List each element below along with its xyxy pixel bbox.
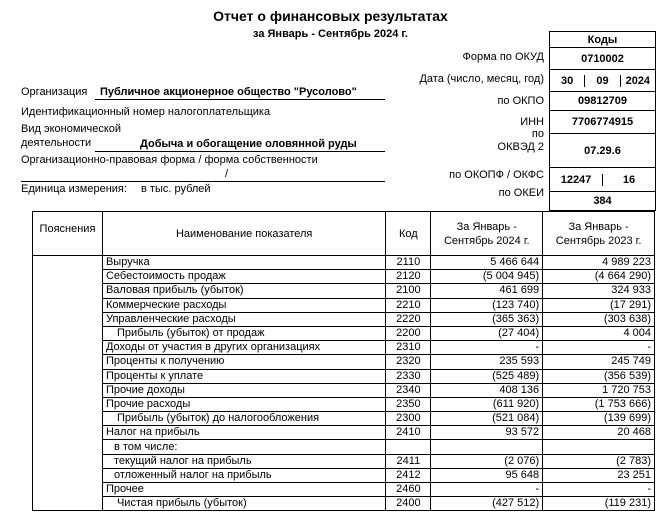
row-code: 2330 bbox=[386, 369, 431, 383]
table-row bbox=[33, 497, 655, 511]
row-note bbox=[33, 397, 103, 411]
row-current-value: (27 404) bbox=[431, 326, 543, 340]
date-cells bbox=[550, 69, 655, 91]
okei-label: по ОКЕИ bbox=[498, 187, 544, 199]
okopf-cells bbox=[550, 167, 655, 191]
row-current-value: 5 466 644 bbox=[431, 256, 543, 270]
row-name: Прочие доходы bbox=[102, 383, 385, 397]
row-name: Доходы от участия в других организациях bbox=[102, 341, 385, 355]
inn-code-label: ИНН bbox=[520, 116, 544, 128]
row-current-value: (5 004 945) bbox=[431, 270, 543, 284]
date-day: 30 bbox=[561, 74, 574, 87]
row-current-value: (123 740) bbox=[431, 298, 543, 312]
table-row bbox=[33, 355, 655, 369]
form-value: / bbox=[225, 168, 229, 180]
row-note bbox=[33, 440, 103, 454]
row-name: Прибыль (убыток) до налогообложения bbox=[102, 412, 385, 426]
inn-code: 7706774915 bbox=[550, 110, 655, 133]
row-note bbox=[33, 326, 103, 340]
okei-code: 384 bbox=[550, 191, 655, 210]
row-previous-value: 324 933 bbox=[543, 284, 655, 298]
row-current-value: (365 363) bbox=[431, 312, 543, 326]
row-previous-value: (4 664 290) bbox=[543, 270, 655, 284]
row-current-value: - bbox=[431, 483, 543, 497]
row-current-value: (2 076) bbox=[431, 454, 543, 468]
org-name: Публичное акционерное общество "Русолово" bbox=[100, 86, 357, 98]
table-row bbox=[33, 326, 655, 340]
row-current-value: (427 512) bbox=[431, 497, 543, 511]
row-previous-value: (119 231) bbox=[543, 497, 655, 511]
row-previous-value: 20 468 bbox=[543, 426, 655, 440]
row-name: Валовая прибыль (убыток) bbox=[102, 284, 385, 298]
row-previous-value: 4 004 bbox=[543, 326, 655, 340]
table-row bbox=[33, 312, 655, 326]
row-code: 2460 bbox=[386, 483, 431, 497]
financial-results-table bbox=[32, 211, 655, 511]
form-label: Организационно-правовая форма / форма собственности bbox=[21, 154, 318, 166]
row-name: Проценты к уплате bbox=[102, 369, 385, 383]
row-note bbox=[33, 355, 103, 369]
row-code: 2412 bbox=[386, 468, 431, 482]
col-notes: Пояснения bbox=[33, 212, 103, 256]
row-code: 2100 bbox=[386, 284, 431, 298]
row-current-value: (521 084) bbox=[431, 412, 543, 426]
okved-code: 07.29.6 bbox=[550, 133, 655, 167]
row-name: отложенный налог на прибыль bbox=[102, 468, 385, 482]
table-row bbox=[33, 483, 655, 497]
org-label: Организация bbox=[21, 86, 88, 98]
row-code: 2411 bbox=[386, 454, 431, 468]
row-name: Проценты к получению bbox=[102, 355, 385, 369]
row-previous-value: 245 749 bbox=[543, 355, 655, 369]
row-note bbox=[33, 298, 103, 312]
okpo-label: по ОКПО bbox=[497, 95, 544, 107]
row-current-value: 235 593 bbox=[431, 355, 543, 369]
activity-underline bbox=[95, 151, 385, 152]
row-previous-value bbox=[543, 440, 655, 454]
row-note bbox=[33, 369, 103, 383]
col-current-line2: Сентябрь 2024 г. bbox=[443, 234, 530, 247]
row-name: Прочее bbox=[102, 483, 385, 497]
row-note bbox=[33, 383, 103, 397]
row-code: 2210 bbox=[386, 298, 431, 312]
row-previous-value: (1 753 666) bbox=[543, 397, 655, 411]
activity-label-2: деятельности bbox=[21, 137, 92, 149]
row-note bbox=[33, 497, 103, 511]
col-name: Наименование показателя bbox=[102, 212, 385, 256]
row-previous-value: (2 783) bbox=[543, 454, 655, 468]
row-name: Чистая прибыль (убыток) bbox=[102, 497, 385, 511]
col-previous-line1: За Январь - bbox=[568, 220, 629, 233]
row-note bbox=[33, 483, 103, 497]
row-previous-value: (303 638) bbox=[543, 312, 655, 326]
col-previous bbox=[543, 212, 655, 256]
table-row bbox=[33, 298, 655, 312]
org-underline bbox=[95, 99, 385, 100]
table-header-row bbox=[33, 212, 655, 256]
table-row bbox=[33, 284, 655, 298]
row-name: Выручка bbox=[102, 256, 385, 270]
row-current-value: 461 699 bbox=[431, 284, 543, 298]
unit-label: Единица измерения: bbox=[21, 183, 127, 195]
date-month: 09 bbox=[584, 75, 619, 87]
okved-label: ОКВЭД 2 bbox=[497, 141, 544, 153]
date-year: 2024 bbox=[620, 75, 655, 87]
row-code: 2120 bbox=[386, 270, 431, 284]
row-note bbox=[33, 454, 103, 468]
codes-box bbox=[549, 31, 656, 211]
row-code: 2200 bbox=[386, 326, 431, 340]
date-label: Дата (число, месяц, год) bbox=[419, 73, 544, 85]
row-previous-value: 4 989 223 bbox=[543, 256, 655, 270]
row-code bbox=[386, 440, 431, 454]
okud-code: 0710002 bbox=[550, 47, 655, 69]
col-current-line1: За Январь - bbox=[456, 220, 517, 233]
table-row bbox=[33, 412, 655, 426]
row-note bbox=[33, 426, 103, 440]
row-code: 2110 bbox=[386, 256, 431, 270]
col-code: Код bbox=[386, 212, 431, 256]
row-code: 2340 bbox=[386, 383, 431, 397]
okud-label: Форма по ОКУД bbox=[462, 51, 544, 63]
codes-header: Коды bbox=[587, 33, 618, 46]
row-name: текущий налог на прибыль bbox=[102, 454, 385, 468]
row-previous-value: 1 720 753 bbox=[543, 383, 655, 397]
table-row bbox=[33, 270, 655, 284]
row-note bbox=[33, 270, 103, 284]
row-name: Управленческие расходы bbox=[102, 312, 385, 326]
col-current bbox=[431, 212, 543, 256]
report-title: Отчет о финансовых результатах bbox=[213, 8, 448, 24]
activity-label-1: Вид экономической bbox=[21, 123, 122, 135]
table-row bbox=[33, 383, 655, 397]
row-name: в том числе: bbox=[102, 440, 385, 454]
row-note bbox=[33, 341, 103, 355]
row-current-value: (525 489) bbox=[431, 369, 543, 383]
row-current-value: (611 920) bbox=[431, 397, 543, 411]
table-row bbox=[33, 369, 655, 383]
row-code: 2320 bbox=[386, 355, 431, 369]
row-code: 2310 bbox=[386, 341, 431, 355]
row-previous-value: (356 539) bbox=[543, 369, 655, 383]
row-current-value bbox=[431, 440, 543, 454]
okopf-code: 12247 bbox=[560, 173, 592, 186]
row-name: Прибыль (убыток) от продаж bbox=[102, 326, 385, 340]
row-code: 2400 bbox=[386, 497, 431, 511]
okpo-code: 09812709 bbox=[550, 91, 655, 110]
table-body bbox=[33, 256, 655, 511]
row-current-value: 408 136 bbox=[431, 383, 543, 397]
row-name: Налог на прибыль bbox=[102, 426, 385, 440]
row-current-value: - bbox=[431, 341, 543, 355]
report-period: за Январь - Сентябрь 2024 г. bbox=[253, 28, 408, 40]
row-previous-value: 23 251 bbox=[543, 468, 655, 482]
okved-label-top: по bbox=[531, 128, 544, 140]
table-row bbox=[33, 426, 655, 440]
row-code: 2220 bbox=[386, 312, 431, 326]
row-name: Прочие расходы bbox=[102, 397, 385, 411]
row-previous-value: (17 291) bbox=[543, 298, 655, 312]
okfs-code: 16 bbox=[602, 174, 655, 186]
row-current-value: 93 572 bbox=[431, 426, 543, 440]
row-note bbox=[33, 312, 103, 326]
table-row bbox=[33, 341, 655, 355]
table-row bbox=[33, 454, 655, 468]
row-code: 2350 bbox=[386, 397, 431, 411]
row-name: Себестоимость продаж bbox=[102, 270, 385, 284]
table-row bbox=[33, 468, 655, 482]
row-previous-value: - bbox=[543, 483, 655, 497]
row-note bbox=[33, 468, 103, 482]
row-name: Коммерческие расходы bbox=[102, 298, 385, 312]
okopf-label: по ОКОПФ / ОКФС bbox=[449, 169, 544, 181]
form-underline bbox=[21, 181, 385, 182]
table-row bbox=[33, 397, 655, 411]
col-previous-line2: Сентябрь 2023 г. bbox=[555, 234, 642, 247]
row-note bbox=[33, 412, 103, 426]
row-current-value: 95 648 bbox=[431, 468, 543, 482]
row-previous-value: (139 699) bbox=[543, 412, 655, 426]
row-code: 2300 bbox=[386, 412, 431, 426]
row-previous-value: - bbox=[543, 341, 655, 355]
row-note bbox=[33, 284, 103, 298]
activity-value: Добыча и обогащение оловянной руды bbox=[140, 138, 357, 150]
inn-label: Идентификационный номер налогоплательщика bbox=[21, 106, 271, 118]
table-row bbox=[33, 256, 655, 270]
unit-value: в тыс. рублей bbox=[141, 183, 211, 195]
table-row bbox=[33, 440, 655, 454]
row-note bbox=[33, 256, 103, 270]
row-code: 2410 bbox=[386, 426, 431, 440]
